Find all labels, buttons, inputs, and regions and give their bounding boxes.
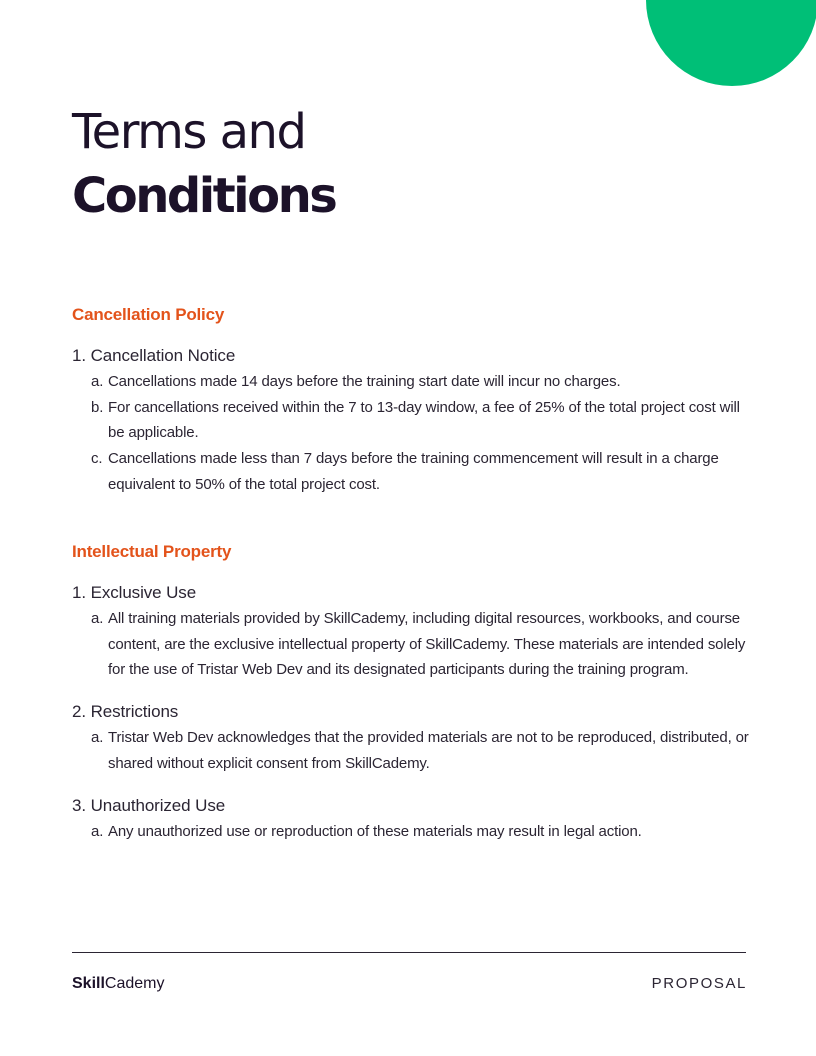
item-title: 2. Restrictions xyxy=(72,702,179,722)
sub-item-marker: c. xyxy=(91,450,103,468)
sub-item xyxy=(72,819,752,845)
sub-item-marker: b. xyxy=(91,398,104,416)
list-item xyxy=(72,793,752,845)
section-cancellation-policy xyxy=(72,305,752,514)
item-title: 1. Cancellation Notice xyxy=(72,346,236,365)
sub-item xyxy=(72,369,752,395)
sub-item-text: Cancellations made less than 7 days before the training commencement will result in a charge equivalent to 50% of the total project cost. xyxy=(108,450,719,493)
corner-decoration-circle xyxy=(646,0,816,86)
footer-brand-rest: Cademy xyxy=(104,975,165,992)
sub-item-text: Tristar Web Dev acknowledges that the provided materials are not to be reproduced, distributed, or shared without explicit consent from SkillCademy. xyxy=(108,729,749,772)
sub-item-text: Any unauthorized use or reproduction of these materials may result in legal action. xyxy=(108,822,642,840)
list-item xyxy=(72,343,752,498)
item-title: 3. Unauthorized Use xyxy=(72,795,226,815)
sub-item xyxy=(72,606,752,683)
page-title-line-2: Conditions xyxy=(72,168,336,224)
page-title xyxy=(72,104,336,224)
sub-item-marker: a. xyxy=(91,822,104,840)
sub-item-text: Cancellations made 14 days before the training start date will incur no charges. xyxy=(108,373,621,390)
sub-list xyxy=(72,725,752,776)
sub-list xyxy=(72,819,752,845)
sub-list xyxy=(72,369,752,498)
page-title-line-1: Terms and xyxy=(72,104,306,160)
footer-divider xyxy=(72,952,746,953)
sub-item xyxy=(72,446,752,497)
footer-brand-logo xyxy=(72,975,164,993)
footer-brand-bold: Skill xyxy=(72,975,105,992)
sub-item-marker: a. xyxy=(91,729,104,747)
sub-item-text: For cancellations received within the 7 to 13-day window, a fee of 25% of the total project cost will be applicable. xyxy=(108,398,740,442)
section-intellectual-property xyxy=(72,542,752,860)
sub-item xyxy=(72,395,752,446)
sub-list xyxy=(72,606,752,683)
sub-item-text: All training materials provided by SkillCademy, including digital resources, workbooks, and course content, are the exclusive intellectual property of SkillCademy. These materials are intended solely for the use of Tristar Web Dev and its designated participants during the training program. xyxy=(108,610,746,679)
section-heading: Cancellation Policy xyxy=(72,305,225,324)
sub-item-marker: a. xyxy=(91,610,104,627)
sub-item-marker: a. xyxy=(91,373,104,390)
list-item xyxy=(72,580,752,683)
item-title: 1. Exclusive Use xyxy=(72,583,197,602)
footer-document-label: PROPOSAL xyxy=(651,975,747,992)
section-heading: Intellectual Property xyxy=(72,542,232,561)
list-item xyxy=(72,699,752,776)
sub-item xyxy=(72,725,752,776)
